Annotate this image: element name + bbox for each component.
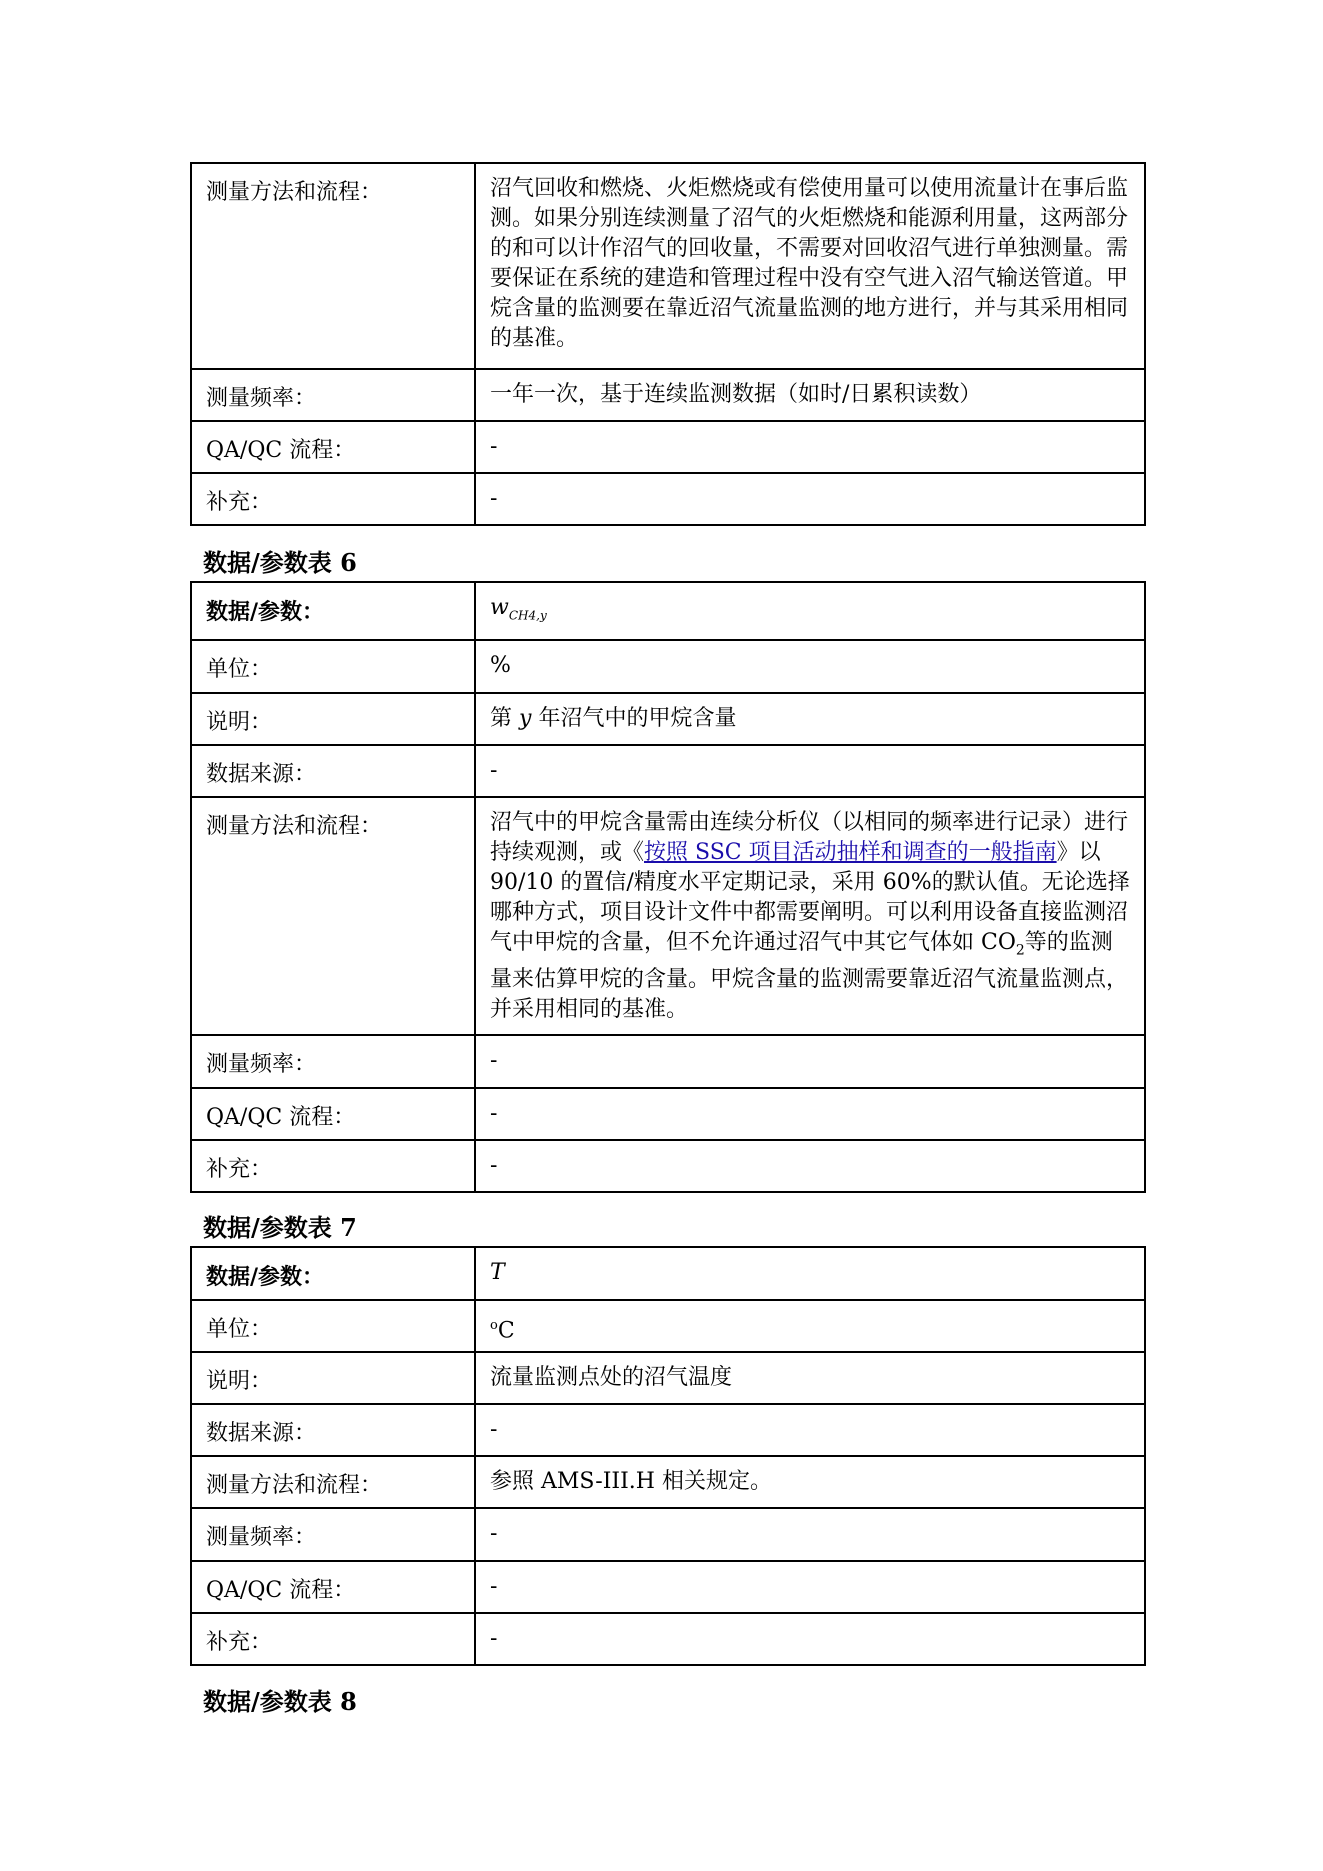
table-6-title: 数据/参数表 6 — [203, 548, 357, 577]
table-row — [191, 163, 1145, 369]
row-label: 测量频率： — [191, 1035, 475, 1088]
row-value: 参照 AMS-III.H 相关规定。 — [475, 1456, 1145, 1508]
param-label: 数据/参数： — [191, 1247, 475, 1300]
row-value: 第 y 年沼气中的甲烷含量 — [475, 693, 1145, 745]
row-label: QA/QC 流程： — [191, 1088, 475, 1140]
row-value: 流量监测点处的沼气温度 — [475, 1352, 1145, 1404]
table-row — [191, 797, 1145, 1035]
row-label: 补充： — [191, 1613, 475, 1665]
row-value: - — [475, 473, 1145, 525]
parameter-table-7 — [190, 1246, 1146, 1666]
row-label: 测量方法和流程： — [191, 163, 475, 369]
row-label: 测量方法和流程： — [191, 1456, 475, 1508]
parameter-table-6 — [190, 581, 1146, 1193]
row-value: - — [475, 1561, 1145, 1613]
row-label: 说明： — [191, 693, 475, 745]
table-row — [191, 1613, 1145, 1665]
table-row — [191, 421, 1145, 473]
row-value: - — [475, 1613, 1145, 1665]
row-label: 测量频率： — [191, 369, 475, 421]
table-row — [191, 693, 1145, 745]
row-value: - — [475, 745, 1145, 797]
table-row — [191, 473, 1145, 525]
table-row — [191, 640, 1145, 693]
sampling-guideline-link[interactable]: 按照 SSC 项目活动抽样和调查的一般指南 — [644, 840, 1057, 865]
table-row — [191, 1352, 1145, 1404]
row-label: QA/QC 流程： — [191, 421, 475, 473]
table-row — [191, 1300, 1145, 1352]
row-label: 补充： — [191, 473, 475, 525]
table-row — [191, 1456, 1145, 1508]
table-row — [191, 1140, 1145, 1192]
row-value: - — [475, 1508, 1145, 1561]
row-value: 沼气回收和燃烧、火炬燃烧或有偿使用量可以使用流量计在事后监测。如果分别连续测量了沼气的火炬燃烧和能源利用量，这两部分的和可以计作沼气的回收量，不需要对回收沼气进行单独测量。需要保证在系统的建造和管理过程中没有空气进入沼气输送管道。甲烷含量的监测要在靠近沼气流量监测的地方进行，并与其采用相同的基准。 — [475, 163, 1145, 369]
table-row — [191, 1088, 1145, 1140]
param-symbol: $w_{CH4,y}$ — [490, 595, 547, 623]
row-value: - — [475, 1035, 1145, 1088]
row-label: QA/QC 流程： — [191, 1561, 475, 1613]
param-value — [475, 582, 1145, 640]
row-value: - — [475, 1404, 1145, 1456]
table-7-title: 数据/参数表 7 — [203, 1213, 357, 1242]
row-value: - — [475, 421, 1145, 473]
table-row — [191, 1508, 1145, 1561]
row-label: 补充： — [191, 1140, 475, 1192]
row-value: $^o$C — [475, 1300, 1145, 1352]
row-value: - — [475, 1140, 1145, 1192]
row-label: 单位： — [191, 640, 475, 693]
table-row — [191, 745, 1145, 797]
row-label: 单位： — [191, 1300, 475, 1352]
table-row — [191, 1561, 1145, 1613]
row-value: % — [475, 640, 1145, 693]
table-8-title: 数据/参数表 8 — [203, 1687, 357, 1716]
table-row — [191, 582, 1145, 640]
param-label: 数据/参数： — [191, 582, 475, 640]
table-row — [191, 369, 1145, 421]
table-row — [191, 1035, 1145, 1088]
parameter-table-continued — [190, 162, 1146, 526]
row-value: - — [475, 1088, 1145, 1140]
table-row — [191, 1404, 1145, 1456]
row-label: 数据来源： — [191, 745, 475, 797]
param-value — [475, 1247, 1145, 1300]
row-label: 数据来源： — [191, 1404, 475, 1456]
row-value: 一年一次，基于连续监测数据（如时/日累积读数） — [475, 369, 1145, 421]
table-row — [191, 1247, 1145, 1300]
row-label: 测量方法和流程： — [191, 797, 475, 1035]
row-label: 测量频率： — [191, 1508, 475, 1561]
param-symbol: T — [490, 1260, 505, 1285]
row-value: 沼气中的甲烷含量需由连续分析仪（以相同的频率进行记录）进行持续观测，或《按照 SSC 项目活动抽样和调查的一般指南》以 90/10 的置信/精度水平定期记录，采用 60%的默认值。无论选择哪种方式，项目设计文件中都需要阐明。可以利用设备直接监测沼气中甲烷的含量，但不允许通过沼气中其它气体如 $CO_2$等的监测量来估算甲烷的含量。甲烷含量的监测需要靠近沼气流量监测点，并采用相同的基准。 — [475, 797, 1145, 1035]
row-label: 说明： — [191, 1352, 475, 1404]
